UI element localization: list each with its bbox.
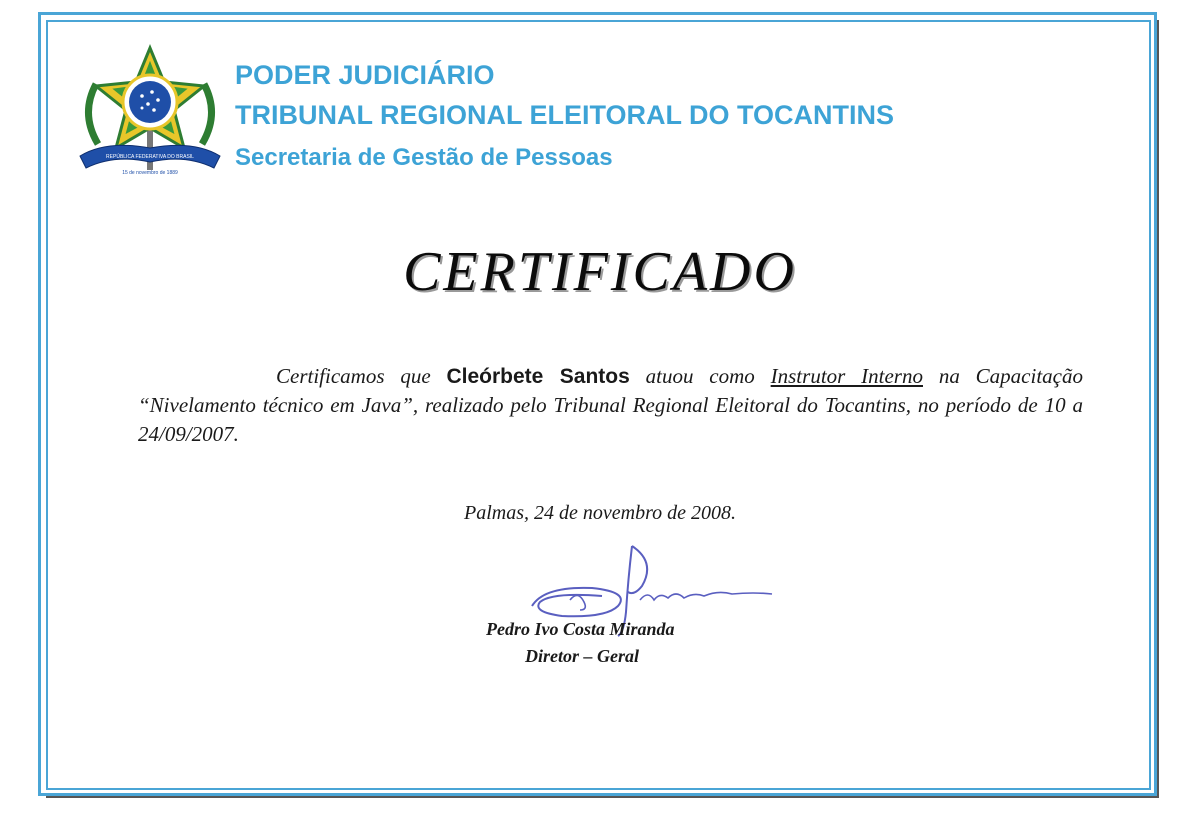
recipient-role: Instrutor Interno bbox=[770, 364, 923, 388]
body-part1: Certificamos que bbox=[276, 364, 447, 388]
certificate-title: CERTIFICADO bbox=[403, 241, 797, 303]
recipient-name: Cleórbete Santos bbox=[446, 365, 630, 388]
signer-name: Pedro Ivo Costa Miranda bbox=[486, 619, 675, 639]
svg-text:15 de novembro de 1889: 15 de novembro de 1889 bbox=[122, 170, 178, 176]
body-part3: na Capacitação “Nivelamento técnico em Java”, realizado pelo Tribunal Regional Eleitoral do Tocantins, no período de 10 a 24/09/2007. bbox=[138, 364, 1083, 446]
header-judiciary: PODER JUDICIÁRIO bbox=[235, 60, 495, 90]
body-part2: atuou como bbox=[629, 364, 771, 388]
coat-of-arms-icon bbox=[76, 44, 224, 178]
signer-role: Diretor – Geral bbox=[525, 646, 639, 666]
certificate-body bbox=[138, 362, 1083, 449]
header-tribunal: TRIBUNAL REGIONAL ELEITORAL DO TOCANTINS bbox=[235, 100, 895, 130]
header-secretariat: Secretaria de Gestão de Pessoas bbox=[235, 144, 613, 171]
place-and-date: Palmas, 24 de novembro de 2008. bbox=[464, 502, 736, 524]
svg-text:REPÚBLICA FEDERATIVA DO BRASIL: REPÚBLICA FEDERATIVA DO BRASIL bbox=[106, 154, 194, 160]
